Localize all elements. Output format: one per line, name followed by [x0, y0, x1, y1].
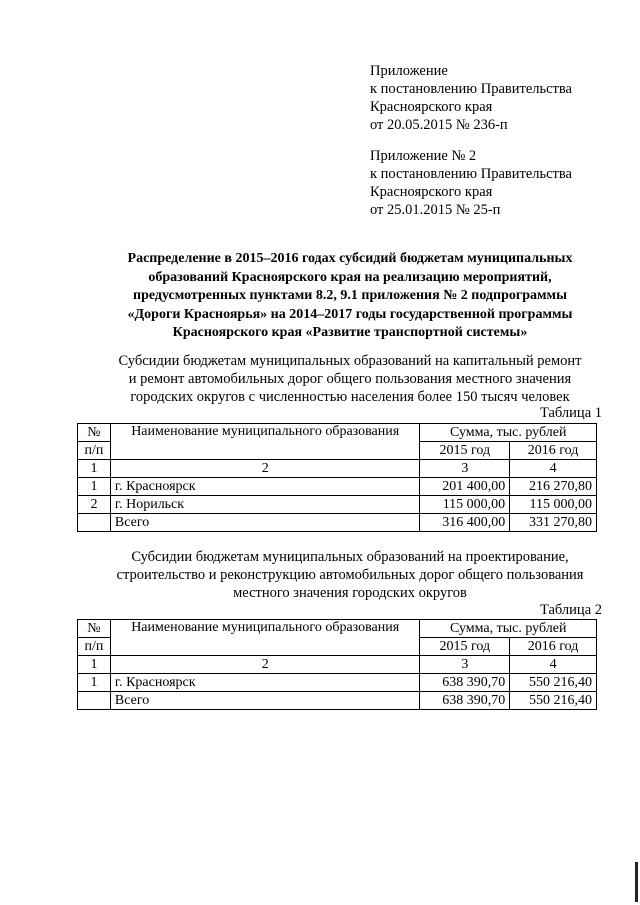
table-row — [78, 496, 597, 514]
row-num: 1 — [78, 674, 111, 692]
header-line: от 25.01.2015 № 25-п — [370, 202, 501, 218]
row-2016: 115 000,00 — [510, 496, 597, 514]
caption-line: местного значения городских округов — [233, 585, 467, 601]
caption-line: строительство и реконструкцию автомобильных дорог общего пользования — [116, 567, 584, 583]
header-2015: 2015 год — [420, 638, 510, 656]
row-2015: 115 000,00 — [420, 496, 510, 514]
index-cell: 1 — [78, 460, 111, 478]
header-2016: 2016 год — [510, 442, 597, 460]
caption-line: и ремонт автомобильных дорог общего пользования местного значения — [128, 371, 572, 387]
index-cell: 4 — [510, 656, 597, 674]
title-line: Распределение в 2015–2016 годах субсидий бюджетам муниципальных — [127, 251, 573, 266]
title-line: образований Красноярского края на реализацию мероприятий, — [148, 269, 552, 285]
table2-caption — [60, 548, 640, 602]
table-row — [78, 674, 597, 692]
table2 — [77, 619, 597, 710]
header-num: № — [78, 620, 111, 638]
header-num2: п/п — [78, 442, 111, 460]
header-line: от 20.05.2015 № 236-п — [370, 117, 508, 133]
index-cell: 3 — [420, 656, 510, 674]
header-line: Приложение — [370, 63, 448, 79]
appendix-header-1 — [370, 62, 630, 134]
header-num: № — [78, 424, 111, 442]
row-num: 2 — [78, 496, 111, 514]
total-2016: 331 270,80 — [510, 514, 597, 532]
title-line: Красноярского края «Развитие транспортной системы» — [172, 325, 528, 340]
index-cell: 3 — [420, 460, 510, 478]
header-2016: 2016 год — [510, 638, 597, 656]
total-num — [78, 514, 111, 532]
header-line: Приложение № 2 — [370, 148, 477, 164]
header-sum: Сумма, тыс. рублей — [420, 424, 597, 442]
header-line: Красноярского края — [370, 99, 493, 115]
table-header-row — [78, 620, 597, 638]
table2-label: Таблица 2 — [539, 602, 602, 618]
row-2015: 638 390,70 — [420, 674, 510, 692]
index-cell: 4 — [510, 460, 597, 478]
total-2016: 550 216,40 — [510, 692, 597, 710]
total-row — [78, 514, 597, 532]
index-cell: 2 — [110, 460, 420, 478]
header-line: к постановлению Правительства — [370, 81, 572, 97]
header-line: Красноярского края — [370, 184, 493, 200]
total-row — [78, 692, 597, 710]
index-cell: 2 — [110, 656, 420, 674]
index-row — [78, 656, 597, 674]
header-2015: 2015 год — [420, 442, 510, 460]
table-header-row — [78, 424, 597, 442]
row-name: г. Красноярск — [110, 478, 420, 496]
title-line: предусмотренных пунктами 8.2, 9.1 приложения № 2 подпрограммы — [133, 288, 567, 303]
caption-line: Субсидии бюджетам муниципальных образований на проектирование, — [131, 549, 569, 565]
total-label: Всего — [110, 514, 420, 532]
total-2015: 638 390,70 — [420, 692, 510, 710]
row-name: г. Красноярск — [110, 674, 420, 692]
scan-edge-mark — [635, 862, 638, 902]
title-line: «Дороги Красноярья» на 2014–2017 годы государственной программы — [127, 306, 573, 322]
total-2015: 316 400,00 — [420, 514, 510, 532]
header-name: Наименование муниципального образования — [110, 424, 420, 460]
table1 — [77, 423, 597, 532]
header-num2: п/п — [78, 638, 111, 656]
total-label: Всего — [110, 692, 420, 710]
appendix-header-2 — [370, 147, 630, 219]
index-row — [78, 460, 597, 478]
index-cell: 1 — [78, 656, 111, 674]
total-num — [78, 692, 111, 710]
document-title — [60, 250, 640, 343]
caption-line: городских округов с численностью населения более 150 тысяч человек — [130, 389, 570, 405]
table1-caption — [60, 352, 640, 406]
row-name: г. Норильск — [110, 496, 420, 514]
row-2016: 216 270,80 — [510, 478, 597, 496]
header-sum: Сумма, тыс. рублей — [420, 620, 597, 638]
header-line: к постановлению Правительства — [370, 166, 572, 182]
row-2016: 550 216,40 — [510, 674, 597, 692]
row-num: 1 — [78, 478, 111, 496]
table1-label: Таблица 1 — [539, 405, 602, 421]
row-2015: 201 400,00 — [420, 478, 510, 496]
caption-line: Субсидии бюджетам муниципальных образований на капитальный ремонт — [118, 353, 582, 369]
table-row — [78, 478, 597, 496]
header-name: Наименование муниципального образования — [110, 620, 420, 656]
